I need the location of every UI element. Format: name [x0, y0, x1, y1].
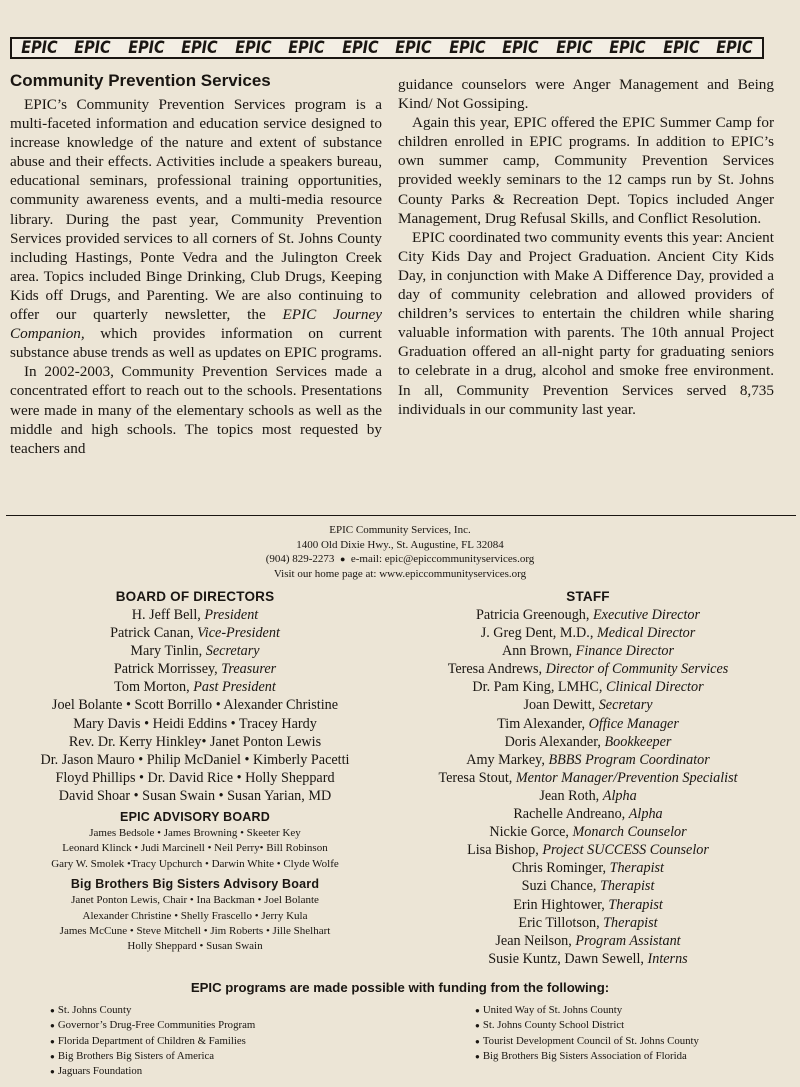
- article-left-column: [10, 95, 382, 458]
- bullet-icon: ●: [50, 1021, 55, 1031]
- staff-role: Director of Community Services: [545, 661, 729, 678]
- staff-role: Therapist: [609, 860, 664, 877]
- staff-role: Clinical Director: [606, 679, 704, 696]
- funding-item: [475, 1018, 699, 1033]
- banner-word: EPIC: [502, 38, 539, 58]
- funding-item: [50, 1018, 255, 1033]
- officer-line: [20, 642, 370, 660]
- staff-line: [408, 624, 768, 642]
- staff-name: Dr. Pam King, LMHC,: [472, 679, 606, 696]
- paragraph-text: EPIC’s Community Prevention Services program is a multi-faceted information and education service designed to increase knowledge of the nature and extent of substance abuse and their effects. Activities include a speakers bureau, educational seminars, professional training opportunities, community awareness events, and a multi-media resource library. During the past year, Community Prevention Services provided services to all corners of St. Johns County including Hastings, Ponte Vedra and the Julington Creek area. Topics included Binge Drinking, Club Drugs, Keeping Kids off Drugs, and Parenting. We are also continuing to offer our quarterly newsletter, the: [10, 96, 382, 324]
- staff-role: Bookkeeper: [604, 733, 672, 750]
- article-right-column: [398, 75, 774, 419]
- paragraph-text: which provides information on current substance abuse trends as well as updates on EPIC programs.: [10, 325, 383, 362]
- banner-word: EPIC: [448, 38, 486, 58]
- staff-name: Rachelle Andreano,: [513, 806, 629, 823]
- staff-name: Nickie Gorce,: [489, 824, 573, 841]
- staff-line: [408, 877, 768, 895]
- staff-role: Monarch Counselor: [572, 824, 687, 841]
- bullet-icon: ●: [50, 1051, 55, 1061]
- staff-line: [408, 678, 768, 696]
- bbbs-heading: Big Brothers Big Sisters Advisory Board: [70, 877, 320, 892]
- officer-role: Vice-President: [197, 625, 280, 642]
- street-address: 1400 Old Dixie Hwy., St. Augustine, FL 32084: [296, 538, 504, 551]
- officer-name: H. Jeff Bell,: [131, 607, 205, 623]
- staff-role: Therapist: [603, 914, 658, 931]
- staff-line: [408, 606, 768, 624]
- officer-role: President: [204, 607, 259, 623]
- staff-name: Jean Roth,: [539, 787, 603, 804]
- bullet-icon: ●: [50, 1036, 55, 1046]
- bbbs-line: Alexander Christine • Shelly Frascello • Jerry Kula: [82, 909, 308, 922]
- advisory-heading: EPIC ADVISORY BOARD: [120, 810, 270, 825]
- staff-name: Suzi Chance,: [521, 878, 600, 895]
- advisory-line: Leonard Klinck • Judi Marcinell • Neil Perry• Bill Robinson: [62, 842, 328, 855]
- staff-line: [408, 751, 768, 769]
- board-members-line: David Shoar • Susan Swain • Susan Yarian, MD: [58, 787, 332, 804]
- staff-role: Interns: [647, 950, 688, 967]
- staff-role: Secretary: [598, 697, 653, 714]
- funding-item: [50, 1003, 255, 1018]
- staff-role: Therapist: [600, 878, 655, 895]
- officer-name: Patrick Canan,: [110, 625, 198, 642]
- bullet-icon: ●: [475, 1006, 480, 1015]
- advisory-line: Gary W. Smolek •Tracy Upchurch • Darwin White • Clyde Wolfe: [51, 857, 339, 870]
- funder-name: Big Brothers Big Sisters Association of Florida: [482, 1049, 687, 1062]
- staff-name: Ann Brown,: [501, 643, 576, 660]
- staff-line: [408, 769, 768, 787]
- staff-line: [408, 805, 768, 823]
- staff-name: J. Greg Dent, M.D.,: [480, 625, 597, 642]
- banner-word: EPIC: [609, 38, 646, 58]
- org-name: EPIC Community Services, Inc.: [329, 524, 471, 536]
- board-heading: BOARD OF DIRECTORS: [115, 589, 275, 604]
- funder-name: Florida Department of Children & Families: [57, 1034, 246, 1047]
- staff-line: [408, 660, 768, 678]
- officer-name: Patrick Morrissey,: [113, 661, 222, 678]
- banner-word: EPIC: [288, 38, 326, 58]
- contact-block: [200, 523, 600, 581]
- banner-word: EPIC: [662, 38, 700, 58]
- bullet-icon: ●: [50, 1006, 55, 1015]
- officer-role: Secretary: [205, 643, 260, 660]
- bullet-icon: ●: [475, 1021, 480, 1031]
- bullet-icon: ●: [339, 554, 346, 565]
- staff-line: [408, 823, 768, 841]
- website-line: Visit our home page at: www.epiccommunityservices.org: [273, 567, 527, 580]
- board-members-line: Mary Davis • Heidi Eddins • Tracey Hardy: [73, 715, 317, 732]
- funding-heading: EPIC programs are made possible with funding from the following:: [190, 980, 610, 995]
- banner-word: EPIC: [235, 38, 272, 58]
- funder-name: Tourist Development Council of St. Johns County: [482, 1034, 699, 1047]
- staff-name: Doris Alexander,: [504, 733, 605, 750]
- staff-line: [408, 696, 768, 714]
- staff-name: Tim Alexander,: [497, 715, 589, 732]
- staff-name: Erin Hightower,: [513, 896, 609, 913]
- staff-role: Mentor Manager/Prevention Specialist: [515, 769, 738, 786]
- staff-line: [408, 841, 768, 859]
- staff-column: [408, 588, 768, 968]
- article-paragraph: [10, 95, 382, 362]
- staff-role: BBBS Program Coordinator: [548, 751, 710, 768]
- staff-role: Office Manager: [588, 715, 679, 732]
- officer-line: [20, 678, 370, 696]
- article-paragraph: Again this year, EPIC offered the EPIC Summer Camp for children enrolled in EPIC programs. In addition to EPIC’s own summer camp, Community Prevention Services provided weekly seminars to the 12 camps run by St. Johns County Parks & Recreation Dept. Topics included Anger Management, Drug Refusal Skills, and Conflict Resolution.: [398, 114, 774, 227]
- article-paragraph: guidance counselors were Anger Management and Being Kind/ Not Gossiping.: [398, 76, 774, 113]
- funding-list-left: [50, 1003, 255, 1079]
- officer-name: Tom Morton,: [114, 679, 194, 696]
- funder-name: St. Johns County School District: [482, 1019, 625, 1032]
- email-address: e-mail: epic@epiccommunityservices.org: [350, 553, 535, 566]
- staff-role: Finance Director: [575, 643, 675, 660]
- staff-name: Jean Neilson,: [495, 932, 576, 949]
- staff-name: Patricia Greenough,: [475, 607, 593, 623]
- banner-word: EPIC: [128, 38, 165, 58]
- bbbs-line: Holly Sheppard • Susan Swain: [127, 940, 263, 953]
- staff-heading: STAFF: [566, 589, 610, 604]
- staff-name: Amy Markey,: [466, 751, 549, 768]
- banner-word: EPIC: [21, 38, 58, 58]
- funding-item: [475, 1049, 699, 1064]
- staff-name: Joan Dewitt,: [523, 697, 599, 714]
- advisory-board: [20, 809, 370, 872]
- section-divider: [6, 515, 796, 516]
- staff-line: [408, 715, 768, 733]
- staff-role: Program Assistant: [575, 932, 681, 949]
- funder-name: St. Johns County: [57, 1004, 132, 1016]
- funding-item: [475, 1034, 699, 1049]
- banner-word: EPIC: [555, 38, 593, 58]
- bullet-icon: ●: [475, 1036, 480, 1046]
- staff-role: Medical Director: [596, 625, 696, 642]
- staff-role: Alpha: [628, 806, 663, 823]
- funder-name: Big Brothers Big Sisters of America: [57, 1049, 215, 1062]
- board-members-line: Dr. Jason Mauro • Philip McDaniel • Kimberly Pacetti: [40, 751, 350, 768]
- funding-list-right: [475, 1003, 699, 1064]
- staff-role: Project SUCCESS Counselor: [542, 842, 709, 859]
- banner-word: EPIC: [74, 38, 112, 58]
- staff-name: Susie Kuntz, Dawn Sewell,: [488, 950, 648, 967]
- officer-name: Mary Tinlin,: [130, 643, 206, 660]
- staff-name: Lisa Bishop,: [467, 842, 543, 859]
- staff-line: [408, 733, 768, 751]
- staff-role: Therapist: [608, 896, 663, 913]
- staff-line: [408, 787, 768, 805]
- phone-email-line: [200, 552, 600, 567]
- board-column: [20, 588, 370, 955]
- staff-name: Chris Rominger,: [512, 860, 610, 877]
- banner-word: EPIC: [181, 38, 219, 58]
- staff-role: Executive Director: [593, 607, 701, 623]
- banner-word: EPIC: [395, 38, 432, 58]
- board-members-line: Rev. Dr. Kerry Hinkley• Janet Ponton Lewis: [68, 733, 322, 750]
- officer-role: Past President: [193, 679, 276, 696]
- staff-line: [408, 859, 768, 877]
- staff-role: Alpha: [602, 787, 637, 804]
- banner-word: EPIC: [716, 38, 753, 58]
- bbbs-line: Janet Ponton Lewis, Chair • Ina Backman • Joel Bolante: [71, 894, 319, 907]
- officer-line: [20, 624, 370, 642]
- bullet-icon: ●: [475, 1051, 480, 1061]
- officer-line: [20, 606, 370, 624]
- staff-line: [408, 932, 768, 950]
- staff-line: [408, 914, 768, 932]
- bbbs-line: James McCune • Steve Mitchell • Jim Roberts • Jille Shelhart: [59, 925, 331, 938]
- staff-name: Eric Tillotson,: [518, 914, 604, 931]
- article-title: Community Prevention Services: [10, 71, 271, 90]
- officer-line: [20, 660, 370, 678]
- phone-number: (904) 829-2273: [265, 553, 335, 566]
- bbbs-advisory-board: [20, 876, 370, 955]
- board-members-line: Floyd Phillips • Dr. David Rice • Holly Sheppard: [55, 769, 335, 786]
- epic-banner: [10, 37, 764, 59]
- article-paragraph: EPIC coordinated two community events this year: Ancient City Kids Day and Project Graduation. Ancient City Kids Day, in conjunction with Make A Difference Day, provided a day of community celebration and allowed providers of children’s services to entertain the children while sharing valuable information with parents. The 10th annual Project Graduation offered an all-night party for graduating seniors to celebrate in a drug, alcohol and smoke free environment. In all, Community Prevention Services served 8,735 individuals in our community last year.: [398, 228, 774, 418]
- newsletter-title: EPIC Journey Companion,: [10, 306, 383, 343]
- bullet-icon: ●: [50, 1067, 55, 1077]
- article-paragraph: In 2002-2003, Community Prevention Services made a concentrated effort to reach out to the schools. Presentations were made in many of the elementary schools as well as the middle and high schools. The topics most requested by teachers and: [10, 363, 382, 457]
- funding-item: [50, 1034, 255, 1049]
- funding-item: [50, 1049, 255, 1064]
- board-members-line: Joel Bolante • Scott Borrillo • Alexander Christine: [51, 697, 339, 714]
- advisory-line: James Bedsole • James Browning • Skeeter Key: [89, 827, 301, 840]
- staff-line: [408, 642, 768, 660]
- funder-name: Governor’s Drug-Free Communities Program: [57, 1019, 256, 1032]
- banner-word: EPIC: [342, 38, 379, 58]
- officer-role: Treasurer: [221, 661, 277, 678]
- staff-name: Teresa Andrews,: [447, 661, 546, 678]
- funding-item: [50, 1064, 255, 1079]
- funding-item: [475, 1003, 699, 1018]
- funder-name: Jaguars Foundation: [57, 1065, 143, 1078]
- staff-name: Teresa Stout,: [438, 769, 516, 786]
- funder-name: United Way of St. Johns County: [482, 1004, 623, 1016]
- staff-line: [408, 950, 768, 968]
- staff-line: [408, 896, 768, 914]
